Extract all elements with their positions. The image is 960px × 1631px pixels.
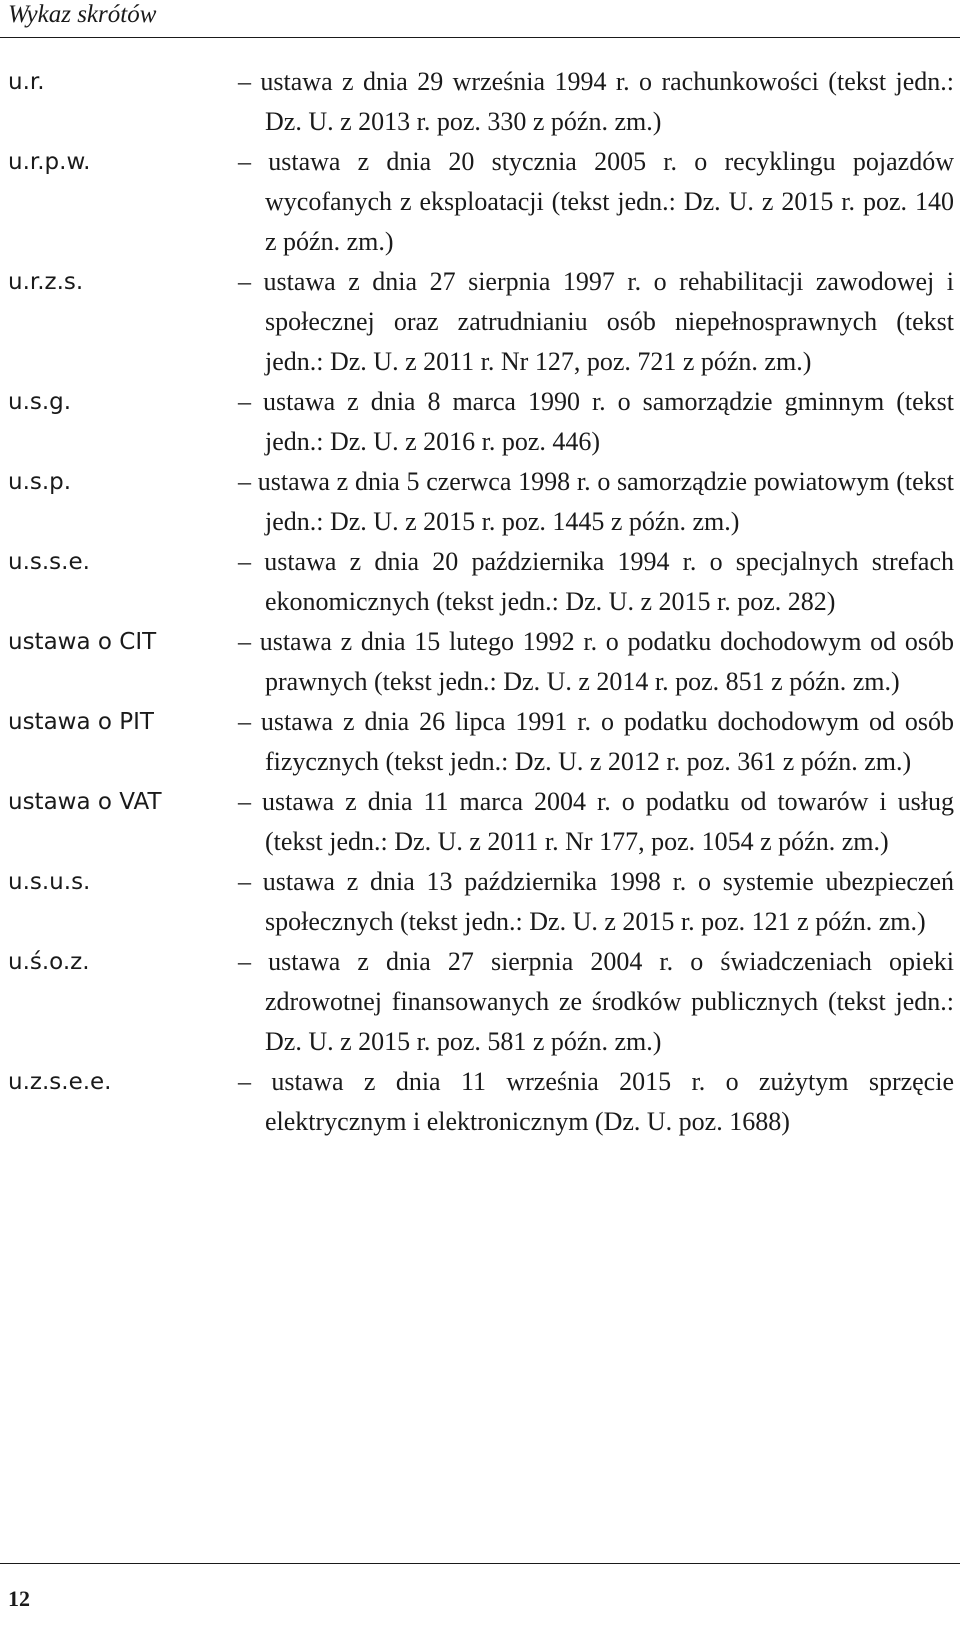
abbreviation-term: u.r.p.w. <box>8 149 91 175</box>
abbreviation-term: ustawa o VAT <box>8 789 162 815</box>
abbreviation-entry <box>8 142 954 262</box>
abbreviation-entry <box>8 782 954 862</box>
abbreviation-definition: – ustawa z dnia 27 sierpnia 2004 r. o świadczeniach opieki zdrowotnej finansowanych ze środków publicznych (tekst jedn.: Dz. U. z 2015 r. poz. 581 z późn. zm.) <box>238 947 954 1056</box>
abbreviation-term: u.s.u.s. <box>8 869 91 895</box>
abbreviation-definition: – ustawa z dnia 11 marca 2004 r. o podatku od towarów i usług (tekst jedn.: Dz. U. z 2011 r. Nr 177, poz. 1054 z późn. zm.) <box>238 787 954 856</box>
page-number: 12 <box>8 1586 30 1611</box>
abbreviation-term: ustawa o PIT <box>8 709 154 735</box>
abbreviation-definition: – ustawa z dnia 20 stycznia 2005 r. o recyklingu pojazdów wycofanych z eksploatacji (tekst jedn.: Dz. U. z 2015 r. poz. 140 z późn. zm.) <box>238 147 954 256</box>
footer-divider <box>0 1563 960 1564</box>
abbreviation-definition: – ustawa z dnia 20 października 1994 r. o specjalnych strefach ekonomicznych (tekst jedn.: Dz. U. z 2015 r. poz. 282) <box>238 547 954 616</box>
abbreviation-entry <box>8 1062 954 1142</box>
abbreviation-list <box>8 62 954 1142</box>
abbreviation-definition: – ustawa z dnia 11 września 2015 r. o zużytym sprzęcie elektrycznym i elektronicznym (Dz. U. poz. 1688) <box>238 1067 954 1136</box>
header-divider <box>0 37 960 38</box>
abbreviation-term: u.r. <box>8 69 45 95</box>
abbreviation-entry <box>8 862 954 942</box>
abbreviation-definition: – ustawa z dnia 5 czerwca 1998 r. o samorządzie powiatowym (tekst jedn.: Dz. U. z 2015 r. poz. 1445 z późn. zm.) <box>238 467 954 536</box>
abbreviation-entry <box>8 462 954 542</box>
abbreviation-definition: – ustawa z dnia 15 lutego 1992 r. o podatku dochodowym od osób prawnych (tekst jedn.: Dz. U. z 2014 r. poz. 851 z późn. zm.) <box>238 627 954 696</box>
abbreviation-term: u.s.p. <box>8 469 72 495</box>
abbreviation-term: ustawa o CIT <box>8 629 157 655</box>
abbreviation-entry <box>8 382 954 462</box>
abbreviation-term: u.r.z.s. <box>8 269 84 295</box>
abbreviation-term: u.s.s.e. <box>8 549 90 575</box>
abbreviation-definition: – ustawa z dnia 13 października 1998 r. o systemie ubezpieczeń społecznych (tekst jedn.: Dz. U. z 2015 r. poz. 121 z późn. zm.) <box>238 867 954 936</box>
abbreviation-entry <box>8 62 954 142</box>
abbreviation-entry <box>8 622 954 702</box>
abbreviation-entry <box>8 262 954 382</box>
abbreviation-term: u.s.g. <box>8 389 72 415</box>
abbreviation-entry <box>8 542 954 622</box>
abbreviation-entry <box>8 702 954 782</box>
abbreviation-term: u.ś.o.z. <box>8 949 90 975</box>
abbreviation-definition: – ustawa z dnia 27 sierpnia 1997 r. o rehabilitacji zawodowej i społecznej oraz zatrudnianiu osób niepełnosprawnych (tekst jedn.: Dz. U. z 2011 r. Nr 127, poz. 721 z późn. zm.) <box>238 267 954 376</box>
page-header-title: Wykaz skrótów <box>8 1 157 28</box>
abbreviation-entry <box>8 942 954 1062</box>
abbreviation-definition: – ustawa z dnia 29 września 1994 r. o rachunkowości (tekst jedn.: Dz. U. z 2013 r. poz. 330 z późn. zm.) <box>238 67 954 136</box>
abbreviation-definition: – ustawa z dnia 26 lipca 1991 r. o podatku dochodowym od osób fizycznych (tekst jedn.: Dz. U. z 2012 r. poz. 361 z późn. zm.) <box>238 707 954 776</box>
abbreviation-definition: – ustawa z dnia 8 marca 1990 r. o samorządzie gminnym (tekst jedn.: Dz. U. z 2016 r. poz. 446) <box>238 387 954 456</box>
abbreviation-term: u.z.s.e.e. <box>8 1069 112 1095</box>
